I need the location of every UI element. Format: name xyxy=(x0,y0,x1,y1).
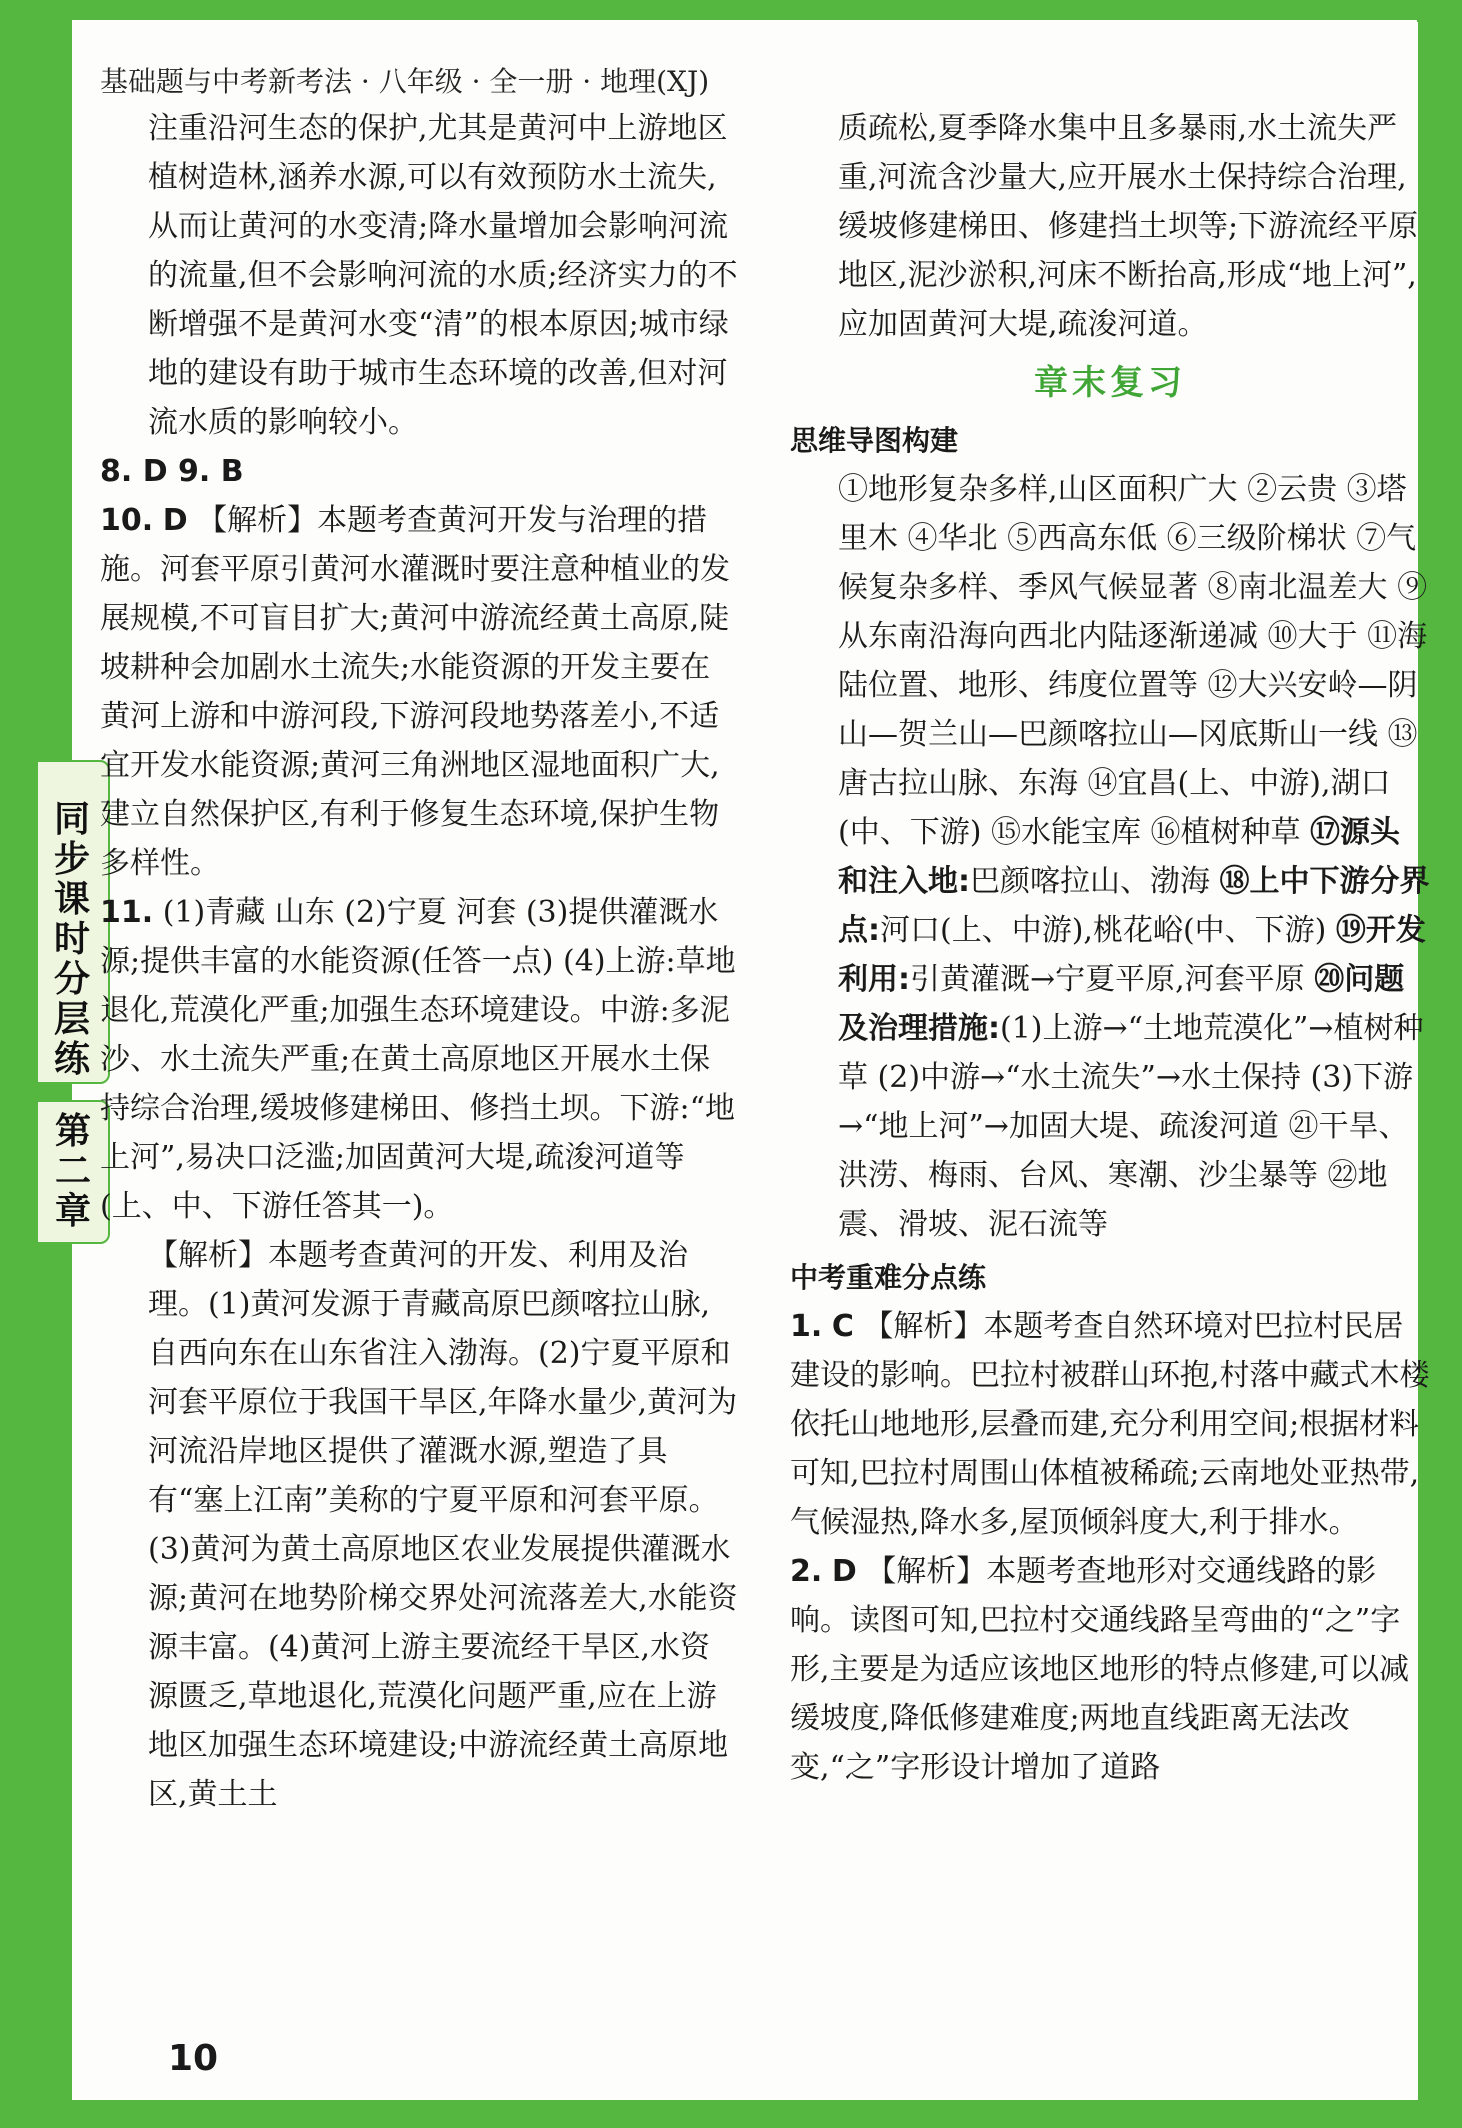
question-10 xyxy=(100,496,740,888)
left-column xyxy=(100,104,740,1819)
answer-text: 8. D 9. B xyxy=(100,454,244,489)
question-text: 【解析】本题考查地形对交通线路的影响。读图可知,巴拉村交通线路呈弯曲的“之”字形,主要是为适应该地区地形的特点修建,可以减缓坡度,降低修建难度;两地直线距离无法改变,“之”字形设计增加了道路 xyxy=(790,1554,1410,1785)
right-column xyxy=(790,104,1430,1792)
mindmap-text-1: 巴颜喀拉山、渤海 xyxy=(970,864,1220,899)
green-bottom-band xyxy=(0,2100,1462,2128)
mindmap-bold-2: ⑱上中下游分界点: xyxy=(838,864,1430,948)
question-number: 1. xyxy=(790,1309,823,1344)
question-number: 11. xyxy=(100,895,154,930)
section-title: 章末复习 xyxy=(1034,363,1186,403)
mindmap-text-3: 引黄灌溉→宁夏平原,河套平原 xyxy=(910,962,1315,997)
question-11 xyxy=(100,888,740,1231)
exam-question-1 xyxy=(790,1302,1430,1547)
page-header: 基础题与中考新考法 · 八年级 · 全一册 · 地理(XJ) xyxy=(100,65,710,98)
mindmap-title: 思维导图构建 xyxy=(790,424,959,457)
mindmap-content xyxy=(790,465,1430,1249)
mindmap-bold-4: ⑳问题及治理措施: xyxy=(838,962,1405,1046)
exam-question-2 xyxy=(790,1547,1430,1792)
question-text: 【解析】本题考查自然环境对巴拉村民居建设的影响。巴拉村被群山环抱,村落中藏式木楼依托山地地形,层叠而建,充分利用空间;根据材料可知,巴拉村周围山体植被稀疏;云南地处亚热带,气候湿热,降水多,屋顶倾斜度大,利于排水。 xyxy=(790,1309,1430,1540)
question-text: 【解析】本题考查黄河开发与治理的措施。河套平原引黄河水灌溉时要注意种植业的发展规模,不可盲目扩大;黄河中游流经黄土高原,陡坡耕种会加剧水土流失;水能资源的开发主要在黄河上游和中游河段,下游河段地势落差小,不适宜开发水能资源;黄河三角洲地区湿地面积广大,建立自然保护区,有利于修复生态环境,保护生物多样性。 xyxy=(100,503,730,881)
page-number: 10 xyxy=(168,2038,219,2079)
question-text: (1)青藏 山东 (2)宁夏 河套 (3)提供灌溉水源;提供丰富的水能资源(任答一点) (4)上游:草地退化,荒漠化严重;加强生态环境建设。中游:多泥沙、水土流失严重;在黄土高原地区开展水土保持综合治理,缓坡修建梯田、修挡土坝。下游:“地上河”,易决口泛滥;加固黄河大堤,疏浚河道等(上、中、下游任答其一)。 xyxy=(100,895,736,1224)
question-answer: D xyxy=(162,503,188,538)
analysis-paragraph: 【解析】本题考查黄河的开发、利用及治理。(1)黄河发源于青藏高原巴颜喀拉山脉,自西向东在山东省注入渤海。(2)宁夏平原和河套平原位于我国干旱区,年降水量少,黄河为河流沿岸地区提供了灌溉水源,塑造了具有“塞上江南”美称的宁夏平原和河套平原。(3)黄河为黄土高原地区农业发展提供灌溉水源;黄河在地势阶梯交界处河流落差大,水能资源丰富。(4)黄河上游主要流经干旱区,水资源匮乏,草地退化,荒漠化问题严重,应在上游地区加强生态环境建设;中游流经黄土高原地区,黄土土 xyxy=(148,1238,738,1812)
mindmap-bold-3: ⑲开发利用: xyxy=(838,913,1426,997)
tab-label: 同步课时分层练 xyxy=(53,799,90,1080)
mindmap-text: ①地形复杂多样,山区面积广大 ②云贵 ③塔里木 ④华北 ⑤西高东低 ⑥三级阶梯状 ⑦气候复杂多样、季风气候显著 ⑧南北温差大 ⑨从东南沿海向西北内陆逐渐递减 ⑩大于 ⑪海陆位置、地形、纬度位置等 ⑫大兴安岭—阴山—贺兰山—巴颜喀拉山—冈底斯山一线 ⑬唐古拉山脉、东海 ⑭宜昌(上、中游),湖口(中、下游) ⑮水能宝库 ⑯植树种草 xyxy=(838,472,1428,850)
answer-line xyxy=(100,447,740,496)
question-number: 2. xyxy=(790,1554,823,1589)
chapter-label: 第二章 xyxy=(36,1100,110,1244)
question-number: 10. xyxy=(100,503,154,538)
mindmap-bold-1: ⑰源头和注入地: xyxy=(838,815,1401,899)
green-top-band xyxy=(0,0,1462,20)
mindmap-text-4: (1)上游→“土地荒漠化”→植树种草 (2)中游→“水土流失”→水土保持 (3)下游→“地上河”→加固大堤、疏浚河道 ㉑干旱、洪涝、梅雨、台风、寒潮、沙尘暴等 ㉒地震、滑坡、泥石流等 xyxy=(838,1011,1424,1242)
exam-title: 中考重难分点练 xyxy=(790,1261,987,1294)
question-answer: C xyxy=(831,1309,854,1344)
continued-paragraph: 质疏松,夏季降水集中且多暴雨,水土流失严重,河流含沙量大,应开展水土保持综合治理,缓坡修建梯田、修建挡土坝等;下游流经平原地区,泥沙淤积,河床不断抬高,形成“地上河”,应加固黄河大堤,疏浚河道。 xyxy=(838,111,1419,342)
question-answer: D xyxy=(831,1554,857,1589)
mindmap-text-2: 河口(上、中游),桃花峪(中、下游) xyxy=(880,913,1336,948)
continued-paragraph: 注重沿河生态的保护,尤其是黄河中上游地区植树造林,涵养水源,可以有效预防水土流失,从而让黄河的水变清;降水量增加会影响河流的流量,但不会影响河流的水质;经济实力的不断增强不是黄河水变“清”的根本原因;城市绿地的建设有助于城市生态环境的改善,但对河流水质的影响较小。 xyxy=(148,111,738,440)
